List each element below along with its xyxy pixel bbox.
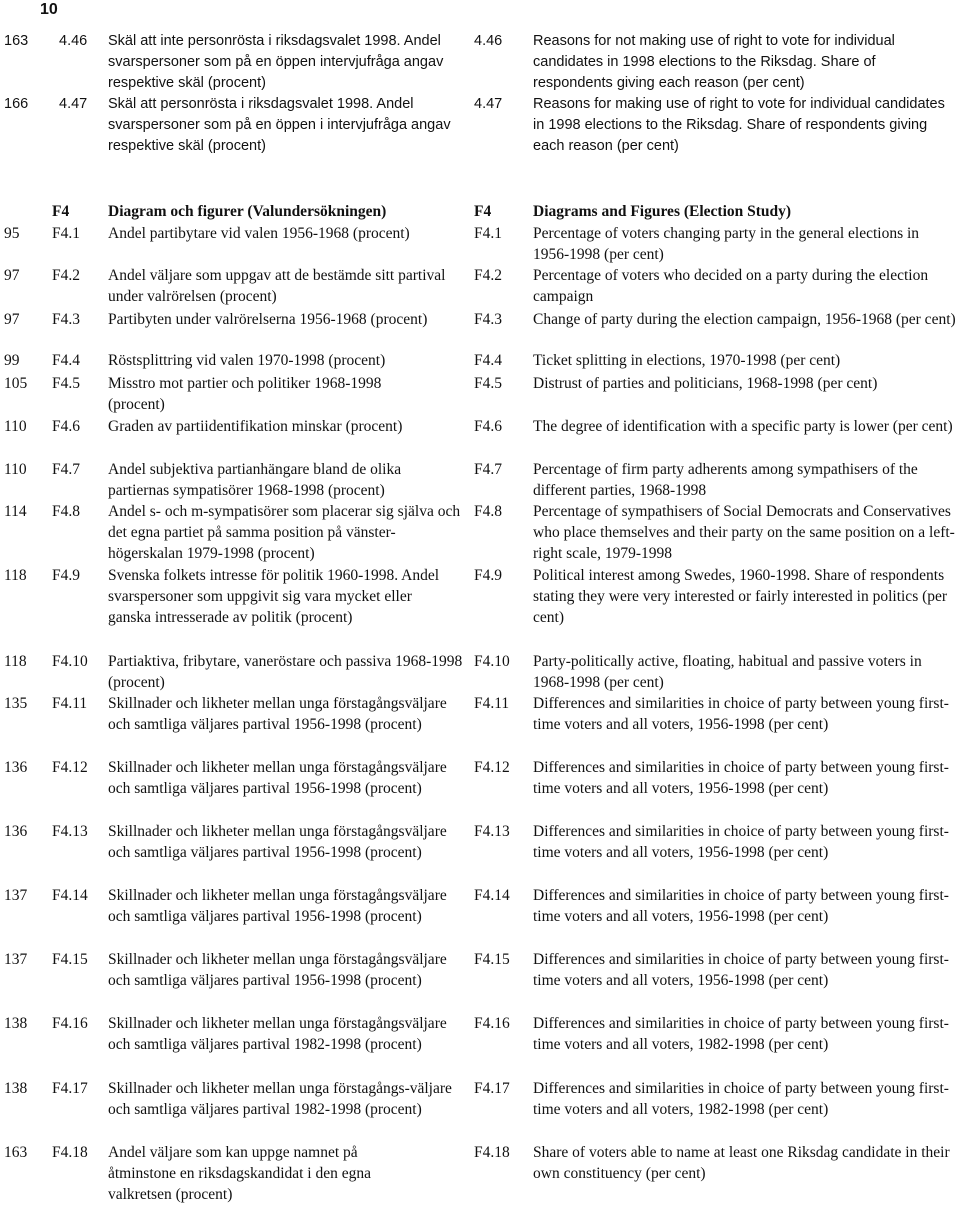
page-ref: 105 — [4, 375, 28, 392]
page-ref: 110 — [4, 418, 27, 435]
entry-number-sv: F4.9 — [52, 567, 80, 584]
entry-number-en: F4.17 — [474, 1080, 510, 1097]
entry-number-en: 4.47 — [474, 96, 503, 112]
entry-number-en: F4.4 — [474, 352, 502, 369]
entry-title-en: Percentage of firm party adherents among sympathisers of the different parties, 1968-1998 — [533, 461, 918, 499]
entry-number-en: F4.1 — [474, 225, 502, 242]
entry-number-en: F4.11 — [474, 695, 510, 712]
entry-title-en: Differences and similarities in choice of party between young first-time voters and all voters, 1982-1998 (per cent) — [533, 1080, 949, 1118]
entry-number-sv: 4.47 — [59, 96, 88, 112]
entry-title-sv: Skillnader och likheter mellan unga förstagångsväljare och samtliga väljares partival 1956-1998 (procent) — [108, 951, 447, 989]
entry-title-en: Differences and similarities in choice of party between young first-time voters and all voters, 1956-1998 (per cent) — [533, 823, 949, 861]
entry-title-en: Percentage of voters changing party in the general elections in 1956-1998 (per cent) — [533, 225, 920, 263]
page-ref: 136 — [4, 759, 28, 776]
entry-title-sv: Graden av partiidentifikation minskar (procent) — [108, 418, 403, 435]
entry-number-en: F4.14 — [474, 887, 510, 904]
page-ref: 137 — [4, 887, 28, 904]
page-ref: 138 — [4, 1015, 28, 1032]
entry-title-sv: Skillnader och likheter mellan unga förstagångs-väljare och samtliga väljares partival 1982-1998 (procent) — [108, 1080, 452, 1118]
entry-number-sv: F4.2 — [52, 267, 80, 284]
section-title-sv: Diagram och figurer (Valundersökningen) — [108, 203, 387, 220]
entry-title-en: Share of voters able to name at least one Riksdag candidate in their own constituency (per cent) — [533, 1144, 950, 1182]
entry-number-sv: F4.18 — [52, 1144, 88, 1161]
entry-title-en: Differences and similarities in choice of party between young first-time voters and all voters, 1956-1998 (per cent) — [533, 887, 949, 925]
page-ref: 136 — [4, 823, 28, 840]
entry-title-en: Change of party during the election campaign, 1956-1968 (per cent) — [533, 311, 956, 328]
entry-title-en: Reasons for making use of right to vote for individual candidates in 1998 elections to the Riksdag. Share of respondents giving each reason (per cent) — [533, 96, 945, 154]
entry-number-sv: 4.46 — [59, 33, 88, 49]
entry-number-sv: F4.17 — [52, 1080, 88, 1097]
entry-title-sv: Skillnader och likheter mellan unga förstagångsväljare och samtliga väljares partival 1956-1998 (procent) — [108, 887, 447, 925]
entry-title-sv: Partibyten under valrörelserna 1956-1968 (procent) — [108, 311, 428, 328]
page-ref: 135 — [4, 695, 28, 712]
entry-number-en: F4.16 — [474, 1015, 510, 1032]
entry-title-en: Differences and similarities in choice of party between young first-time voters and all voters, 1956-1998 (per cent) — [533, 695, 949, 733]
entry-number-sv: F4.7 — [52, 461, 80, 478]
entry-title-sv: Röstsplittring vid valen 1970-1998 (procent) — [108, 352, 386, 369]
entry-title-en: Distrust of parties and politicians, 1968-1998 (per cent) — [533, 375, 878, 392]
entry-number-en: F4.13 — [474, 823, 510, 840]
entry-title-sv: Andel subjektiva partianhängare bland de olika partiernas sympatisörer 1968-1998 (procent) — [108, 461, 402, 499]
entry-title-sv: Skillnader och likheter mellan unga förstagångsväljare och samtliga väljares partival 1982-1998 (procent) — [108, 1015, 447, 1053]
entry-number-en: F4.9 — [474, 567, 502, 584]
entry-title-sv: Andel partibytare vid valen 1956-1968 (procent) — [108, 225, 410, 242]
page-ref: 110 — [4, 461, 27, 478]
entry-number-en: F4.18 — [474, 1144, 510, 1161]
entry-title-sv: Misstro mot partier och politiker 1968-1998 (procent) — [108, 375, 382, 413]
page-ref: 118 — [4, 653, 27, 670]
entry-number-en: F4.8 — [474, 503, 502, 520]
entry-title-en: Party-politically active, floating, habitual and passive voters in 1968-1998 (per cent) — [533, 653, 922, 691]
section-code-sv: F4 — [52, 203, 70, 220]
page-ref: 114 — [4, 503, 27, 520]
entry-title-sv: Skillnader och likheter mellan unga förstagångsväljare och samtliga väljares partival 1956-1998 (procent) — [108, 759, 447, 797]
entry-title-en: Ticket splitting in elections, 1970-1998 (per cent) — [533, 352, 841, 369]
entry-number-sv: F4.3 — [52, 311, 80, 328]
section-code-en: F4 — [474, 203, 492, 220]
entry-number-sv: F4.12 — [52, 759, 88, 776]
entry-title-en: The degree of identification with a specific party is lower (per cent) — [533, 418, 953, 435]
entry-number-en: F4.7 — [474, 461, 502, 478]
entry-number-sv: F4.11 — [52, 695, 88, 712]
entry-title-en: Differences and similarities in choice of party between young first-time voters and all voters, 1956-1998 (per cent) — [533, 951, 949, 989]
entry-number-sv: F4.8 — [52, 503, 80, 520]
page-ref: 99 — [4, 352, 20, 369]
entry-number-sv: F4.5 — [52, 375, 80, 392]
entry-number-en: F4.10 — [474, 653, 510, 670]
entry-number-en: F4.5 — [474, 375, 502, 392]
page-number: 10 — [40, 1, 58, 18]
entry-title-sv: Skillnader och likheter mellan unga förstagångsväljare och samtliga väljares partival 1956-1998 (procent) — [108, 823, 447, 861]
page-ref: 163 — [4, 1144, 28, 1161]
entry-number-sv: F4.1 — [52, 225, 80, 242]
page-ref: 97 — [4, 267, 20, 284]
entry-title-sv: Skillnader och likheter mellan unga förstagångsväljare och samtliga väljares partival 1956-1998 (procent) — [108, 695, 447, 733]
entry-title-sv: Andel väljare som kan uppge namnet på åtminstone en riksdagskandidat i den egna valkretsen (procent) — [108, 1144, 372, 1203]
entry-number-sv: F4.14 — [52, 887, 88, 904]
entry-title-sv: Partiaktiva, fribytare, vaneröstare och passiva 1968-1998 (procent) — [108, 653, 463, 691]
entry-number-en: F4.2 — [474, 267, 502, 284]
entry-number-en: 4.46 — [474, 33, 503, 49]
entry-title-en: Percentage of sympathisers of Social Democrats and Conservatives who place themselves and their party on the same position on a left-right scale, 1979-1998 — [533, 503, 955, 562]
entry-number-sv: F4.10 — [52, 653, 88, 670]
entry-title-en: Percentage of voters who decided on a party during the election campaign — [533, 267, 929, 305]
page-ref: 166 — [4, 96, 29, 112]
entry-number-sv: F4.13 — [52, 823, 88, 840]
entry-title-en: Political interest among Swedes, 1960-1998. Share of respondents stating they were very interested or fairly interested in politics (per cent) — [533, 567, 948, 626]
entry-number-en: F4.15 — [474, 951, 510, 968]
entry-number-sv: F4.4 — [52, 352, 80, 369]
page-ref: 97 — [4, 311, 20, 328]
entry-title-sv: Andel väljare som uppgav att de bestämde sitt partival under valrörelsen (procent) — [108, 267, 446, 305]
entry-number-sv: F4.16 — [52, 1015, 88, 1032]
page-ref: 95 — [4, 225, 20, 242]
entry-number-en: F4.12 — [474, 759, 510, 776]
page-ref: 118 — [4, 567, 27, 584]
entry-title-en: Reasons for not making use of right to vote for individual candidates in 1998 elections to the Riksdag. Share of respondents giving each reason (per cent) — [533, 33, 895, 91]
entry-number-en: F4.6 — [474, 418, 502, 435]
entry-number-en: F4.3 — [474, 311, 502, 328]
page-ref: 138 — [4, 1080, 28, 1097]
entry-title-sv: Skäl att personrösta i riksdagsvalet 1998. Andel svarspersoner som på en öppen i intervjufråga angav respektive skäl (procent) — [108, 96, 451, 154]
entry-title-sv: Andel s- och m-sympatisörer som placerar sig själva och det egna partiet på samma position på vänster-högerskalan 1979-1998 (procent) — [108, 503, 461, 562]
section-title-en: Diagrams and Figures (Election Study) — [533, 203, 792, 220]
entry-title-sv: Skäl att inte personrösta i riksdagsvalet 1998. Andel svarspersoner som på en öppen intervjufråga angav respektive skäl (procent) — [108, 33, 444, 91]
entry-number-sv: F4.6 — [52, 418, 80, 435]
entry-title-en: Differences and similarities in choice of party between young first-time voters and all voters, 1956-1998 (per cent) — [533, 759, 949, 797]
page-ref: 163 — [4, 33, 29, 49]
entry-title-sv: Svenska folkets intresse för politik 1960-1998. Andel svarspersoner som uppgivit sig vara mycket eller ganska intresserade av politik (procent) — [108, 567, 440, 626]
entry-number-sv: F4.15 — [52, 951, 88, 968]
entry-title-en: Differences and similarities in choice of party between young first-time voters and all voters, 1982-1998 (per cent) — [533, 1015, 949, 1053]
page-ref: 137 — [4, 951, 28, 968]
